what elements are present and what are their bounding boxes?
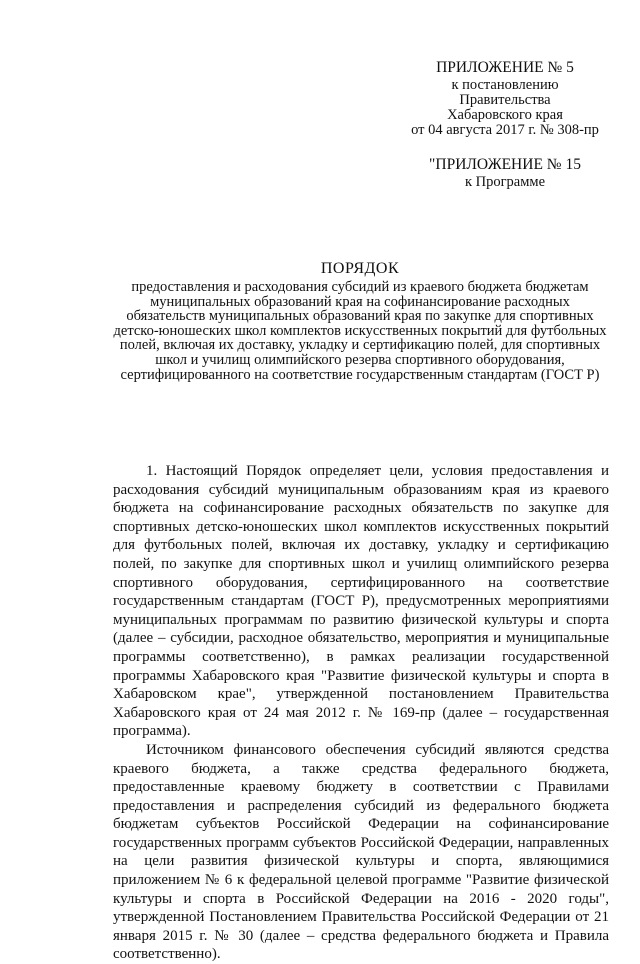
paragraph: 1. Настоящий Порядок определяет цели, условия предоставления и расходования субсидий муниципальным образованиям края из краевого бюджета на софинансирование расходных обязательств по закупке для спортивных детско-юношеских школ комплектов искусственных покрытий для футбольных полей, включая их доставку, укладку и сертификацию полей, по закупке для спортивных школ и училищ олимпийского резерва спортивного оборудования, сертифицированного на соответствие государственным стандартам (ГОСТ Р), предусмотренных мероприятиями муниципальных программам по развитию физической культуры и спорта (далее – субсидии, расходное обязательство, мероприятия и муниципальные программы соответственно), в рамках реализации государственной программы Хабаровского края "Развитие физической культуры и спорта в Хабаровском крае", утвержденной постановлением Правительства Хабаровского края от 24 мая 2012 г. № 169-пр (далее – государственная программа). [113, 463, 609, 740]
appendix-date-line: от 04 августа 2017 г. № 308-пр [411, 122, 599, 138]
document-title: ПОРЯДОК [320, 260, 400, 277]
program-appendix-number: "ПРИЛОЖЕНИЕ № 15 [429, 156, 581, 173]
appendix-header [405, 60, 605, 190]
document-body [113, 462, 609, 964]
paragraph: Источником финансового обеспечения субсидий являются средства краевого бюджета, а также средства федерального бюджета, предоставленные краевому бюджету в соответствии с Правилами предоставления и распределения субсидий из федерального бюджета бюджетам субъектов Российской Федерации на софинансирование государственных программ субъектов Российской Федерации, направленных на цели развития физической культуры и спорта, являющимися приложением № 6 к федеральной целевой программе "Развитие физической культуры и спорта в Российской Федерации на 2016 - 2020 годы", утвержденной Постановлением Правительства Российской Федерации от 21 января 2015 г. № 30 (далее – средства федерального бюджета и Правила соответственно). [113, 741, 609, 963]
appendix-ref-line: Хабаровского края [447, 107, 563, 123]
appendix-number: ПРИЛОЖЕНИЕ № 5 [436, 59, 574, 76]
spacer [405, 138, 605, 157]
appendix-ref-line: Правительства [459, 92, 551, 108]
appendix-ref-line: к постановлению [451, 77, 559, 93]
document-subtitle: предоставления и расходования субсидий из краевого бюджета бюджетам муниципальных образований края на софинансирование расходных обязательств муниципальных образований края по закупке для спортивных детско-юношеских школ комплектов искусственных покрытий для футбольных полей, включая их доставку, укладку и сертификацию полей, для спортивных школ и училищ олимпийского резерва спортивного оборудования, сертифицированного на соответствие государственным стандартам (ГОСТ Р) [113, 279, 607, 383]
program-appendix-ref: к Программе [464, 174, 546, 190]
